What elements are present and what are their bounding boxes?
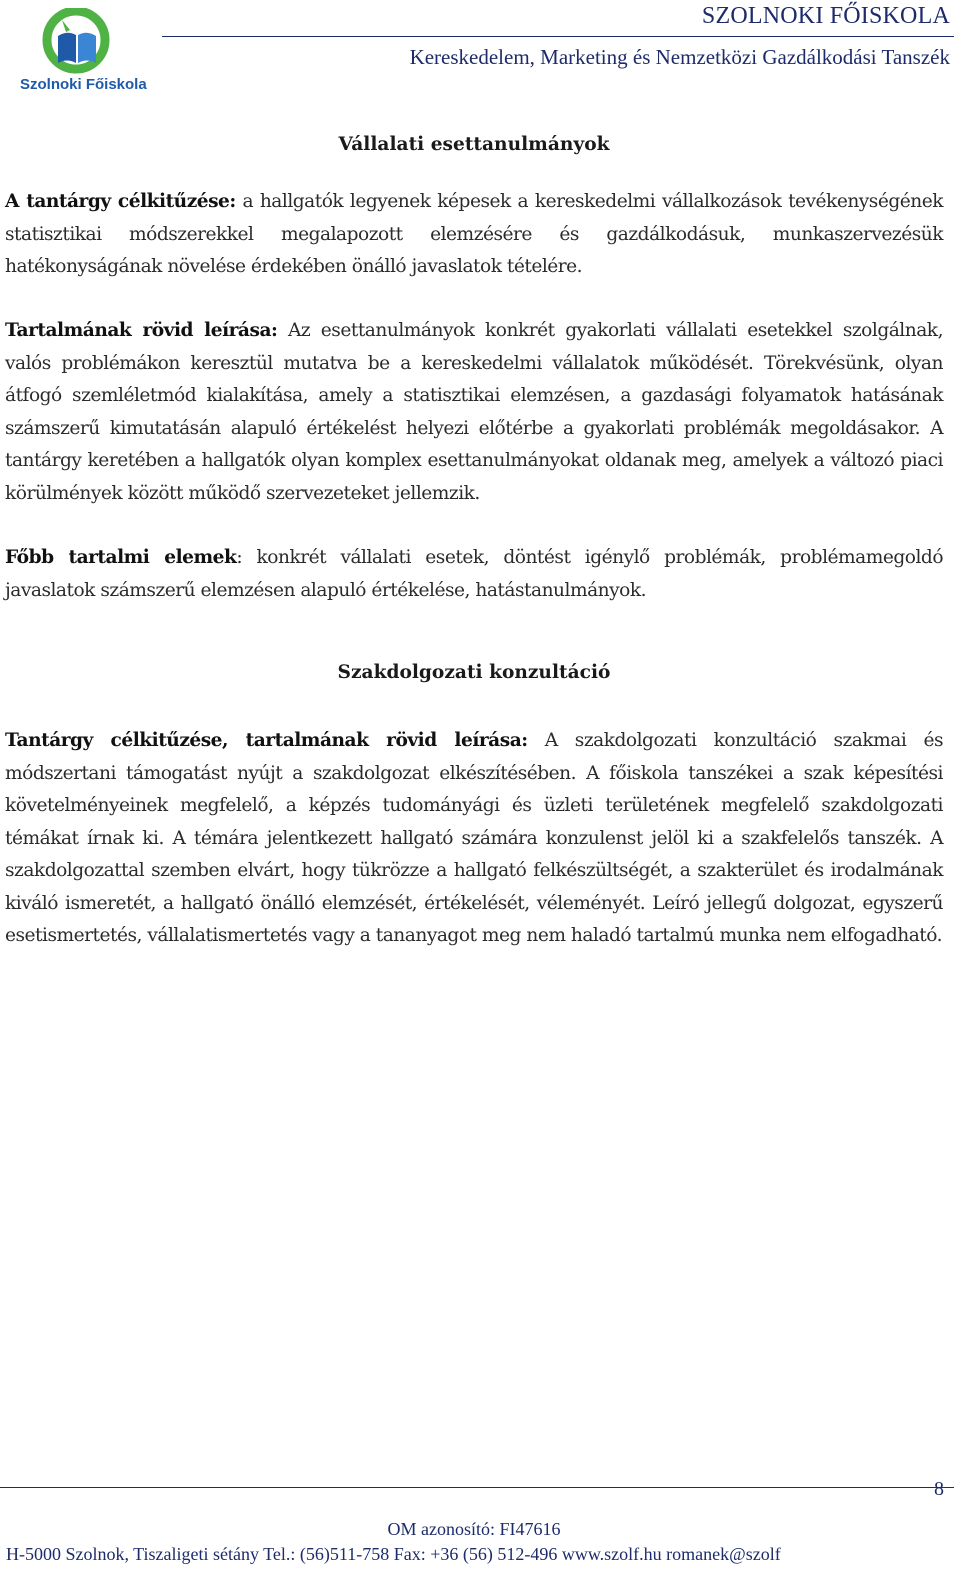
paragraph-label: Tartalmának rövid leírása: (5, 320, 278, 341)
book-emblem-icon (40, 8, 116, 76)
section-heading-case-studies: Vállalati esettanulmányok (338, 134, 610, 155)
paragraph-main-elements (5, 542, 943, 607)
paragraph-objective (5, 186, 943, 284)
header-divider (162, 36, 954, 37)
paragraph-label: Tantárgy célkitűzése, tartalmának rövid leírása: (5, 730, 528, 751)
paragraph-text: A szakdolgozati konzultáció szakmai és módszertani támogatást nyújt a szakdolgozat elkészítésében. A főiskola tanszékei a szak képesítési követelményeinek megfelelő, a képzés tudományági és üzleti területének megfelelő szakdolgozati témákat írnak ki. A témára jelentkezett hallgató számára konzulenst jelöl ki a szakfelelős tanszék. A szakdolgozattal szemben elvárt, hogy tükrözze a hallgató felkészültségét, a szakterület és irodalmának kiváló ismeretét, a hallgató önálló elemzését, értékelését, véleményét. Leíró jellegű dolgozat, egyszerű esetismertetés, vállalatismertetés vagy a tananyagot meg nem haladó tartalmú munka nem elfogadható. (5, 730, 943, 946)
paragraph-text: Az esettanulmányok konkrét gyakorlati vállalati esetekkel szolgálnak, valós problémákon keresztül mutatva be a kereskedelmi vállalatok működését. Törekvésünk, olyan átfogó szemléletmód kialakítása, amely a statisztikai elemzésen, a gazdasági folyamatok hatásának számszerű kimutatásán alapuló értékelést helyezi előtérbe a gyakorlati problémák megoldásakor. A tantárgy keretében a hallgatók olyan komplex esettanulmányokat oldanak meg, amelyek a változó piaci körülmények között működő szervezeteket jellemzik. (5, 320, 943, 504)
paragraph-text: a hallgatók legyenek képesek a kereskedelmi vállalkozások tevékenységének statisztikai módszerekkel megalapozott elemzésére és gazdálkodásuk, munkaszervezésük hatékonyságának növelése érdekében önálló javaslatok tételére. (5, 191, 944, 277)
paragraph-text: : konkrét vállalati esetek, döntést igénylő problémák, problémamegoldó javaslatok számszerű elemzésen alapuló értékelése, hatástanulmányok. (5, 547, 944, 601)
footer-address: H-5000 Szolnok, Tiszaligeti sétány Tel.: (56)511-758 Fax: +36 (56) 512-496 www.szolf.hu romanek@szolf (6, 1544, 781, 1564)
logo-text: Szolnoki Főiskola (20, 76, 147, 93)
college-logo (16, 8, 146, 96)
institution-title: SZOLNOKI FŐISKOLA (701, 3, 950, 29)
section-heading-thesis-consultation: Szakdolgozati konzultáció (337, 662, 611, 683)
department-subtitle: Kereskedelem, Marketing és Nemzetközi Gazdálkodási Tanszék (409, 45, 950, 69)
page-number: 8 (934, 1478, 944, 1500)
footer-om-id: OM azonosító: FI47616 (387, 1519, 561, 1539)
paragraph-description (5, 315, 943, 510)
paragraph-label: A tantárgy célkitűzése: (5, 191, 236, 212)
paragraph-thesis-description (5, 725, 943, 953)
footer-divider (0, 1487, 954, 1488)
paragraph-label: Főbb tartalmi elemek (5, 547, 237, 568)
